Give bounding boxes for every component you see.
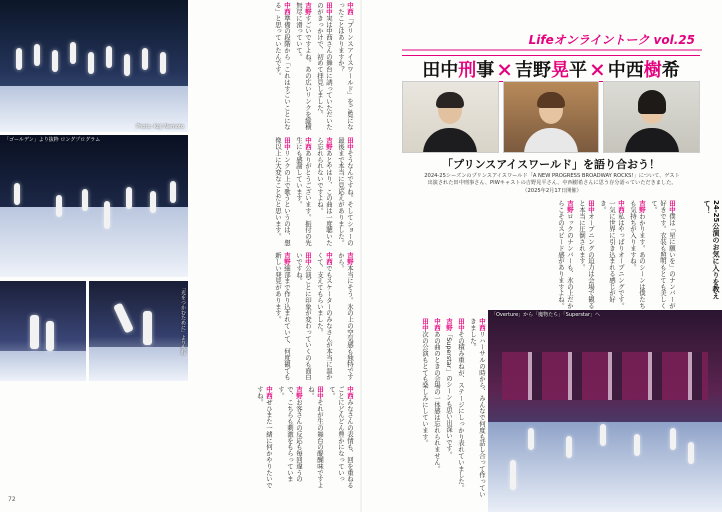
article-lead: 2024-25シーズンのプリンスアイスワールド「A NEW PROGRESS BROADWAY ROCKS!」について、ゲスト出演された田中刑事さん、PIWキャストの吉野晃平さん、中西樹希さんに思う存分語っていただきました。（2025年2月17日開催） <box>424 173 680 194</box>
cross-icon: × <box>589 56 606 81</box>
right-text-block: 田中僕は「星に願いを」のナンバーが好きです。衣装も照明もとても美しくて。 吉野わかります。あのシーンは僕たちも気持ちが入りますね。 中西私はやっぱりオープニングです。一気に世界に引き込まれる感じが好き。 田中オープニングの迫力は会場で観ると本当に圧倒されます。 吉野ロックのナンバーも、氷の上だからこそのスピード感がありますよね。 <box>557 200 676 309</box>
left-text-block-bottom: 中西みなさんの表情も、回を重ねるごとにどんどん豊かになっていって。 田中それが生の舞台の醍醐味ですよね。 吉野お客さんの反応も毎回違うので、こちらも刺激をもらっています。 中西ぜひまた一緒に何かやりたいですね。 <box>256 386 354 489</box>
page-number-left: 72 <box>8 496 16 503</box>
portrait-tanaka <box>402 81 499 153</box>
portrait-yoshino <box>503 81 600 153</box>
photo-pair-right <box>89 281 188 381</box>
photo-caption-finale: 「Overture」から「魔物たち」「Superstar」へ <box>491 312 601 318</box>
right-text-block-lower: 中西リハーサルの時から、みんなで何度も話し合って作っていきました。 田中その積み重ねが、ステージにしっかり表れていました。 吉野「Superstar」のシーンも思い出深いです。 中西あの曲のときの会場の一体感は忘れられません。 田中次の公演もとても楽しみにしています。 <box>421 318 486 498</box>
article-headline: 「プリンスアイスワールド」を語り合おう！ <box>442 158 660 171</box>
photo-superstar-finale <box>488 310 722 512</box>
cross-icon: × <box>496 56 513 81</box>
left-text-block-lower: 吉野本当にそう。氷の上の空気感も独特ですから。 中西でもスケーターのみなさんが本当に温かくて、支えてもらいました。 田中公演ごとに印象が変わっていくのも面白いですね。 吉野細部まで作り込まれていて、何度観ても新しい発見があります。 <box>274 252 354 381</box>
photo-caption-side: 「光をつかむために」より抜粋 <box>180 285 186 355</box>
left-text-block-mid: 田中そうなんですね。そしてショーの最後まで本当に見応えがありました。 吉野あとやはり、この曲は一度聴いたら忘れられないですよね。 中西ありがとうございます。振付の先生にも感謝しています。 田中リンクの上で歌うというのは、想像以上に大変なことだと思います。 <box>274 137 354 246</box>
name-yoshino: 吉野晃平 <box>515 59 587 81</box>
photo-ensemble-middle <box>0 135 188 277</box>
participants-title <box>402 55 700 82</box>
sidebar-heading: 24-25公演のお気に入りを教えて！ <box>703 200 720 300</box>
name-tanaka: 田中刑事 <box>422 59 495 81</box>
stage-screens <box>502 352 708 400</box>
photo-caption-middle: 「ゴールデン」より抜粋 ロングプログラム <box>4 137 101 143</box>
photo-credit: Photo: Koji Nemoto <box>136 124 184 130</box>
portrait-nakanishi <box>603 81 700 153</box>
name-nakanishi: 中西樹希 <box>607 59 680 81</box>
series-title: Lifeオンライントーク vol.25 <box>528 33 695 47</box>
photo-pair-left <box>0 281 86 381</box>
left-text-block-top: 中西「プリンスアイスワールド」をご覧になったことはありますか？ 田中実は中西さんの舞台に誘っていただいたのがきっかけで、初めて拝見しました。 吉野すごいですよね。あの広いリンクを縦横無尽に滑っていて。 中西準備の段階から「これはすごいことになる」と思っていたんです。 <box>274 2 354 131</box>
gutter <box>360 0 362 512</box>
photo-ensemble-top <box>0 0 188 132</box>
online-call-screenshots <box>402 81 700 153</box>
